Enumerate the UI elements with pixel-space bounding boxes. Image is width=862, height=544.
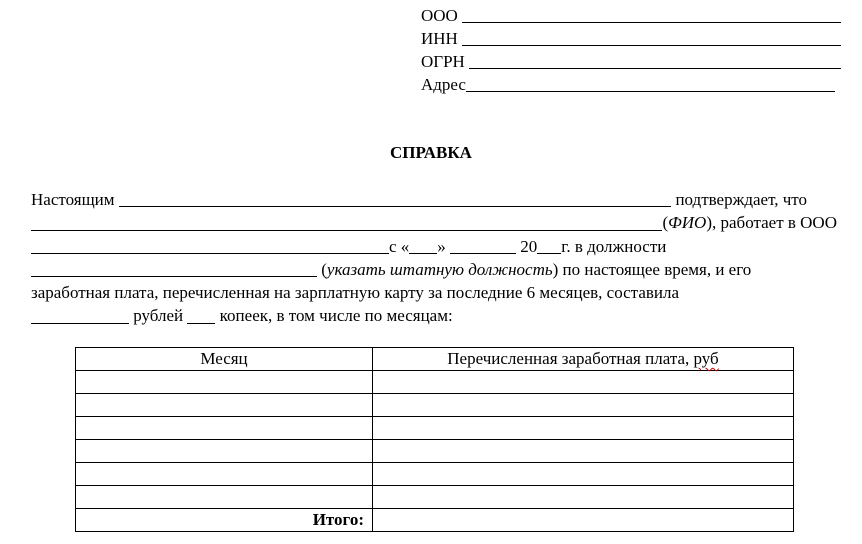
year-prefix: 20 — [520, 236, 538, 256]
organization-header — [421, 4, 841, 96]
table-row — [76, 486, 794, 509]
salary-column-header — [373, 348, 794, 371]
position-label: указать штатную должность — [326, 259, 553, 279]
month-cell[interactable] — [76, 486, 373, 509]
inn-blank[interactable] — [462, 27, 841, 46]
address-line — [421, 73, 841, 96]
fio-open-paren: ( — [662, 213, 669, 233]
until-now-text: ) по настоящее время, и его — [552, 259, 752, 279]
inn-line — [421, 27, 841, 50]
position-open-paren: ( — [321, 259, 327, 279]
quote-close: » — [437, 236, 446, 256]
total-label: Итого: — [76, 509, 373, 532]
rubles-text: рублей — [133, 306, 184, 326]
salary-unit-text: руб — [693, 349, 719, 368]
salary-cell[interactable] — [373, 486, 794, 509]
salary-cell[interactable] — [373, 463, 794, 486]
total-row — [76, 509, 794, 532]
body-line-5 — [31, 281, 837, 304]
rubles-blank[interactable] — [31, 306, 129, 324]
month-cell[interactable] — [76, 417, 373, 440]
ogrn-blank[interactable] — [469, 50, 841, 69]
inn-label: ИНН — [421, 29, 458, 48]
employer-blank[interactable] — [31, 236, 389, 254]
day-blank[interactable] — [409, 236, 437, 254]
table-row — [76, 394, 794, 417]
table-row — [76, 440, 794, 463]
address-label: Адрес — [421, 75, 466, 94]
confirms-text: подтверждает, что — [675, 190, 807, 209]
table-row — [76, 417, 794, 440]
position-intro-text: г. в должности — [561, 236, 667, 256]
month-blank[interactable] — [450, 236, 516, 254]
salary-column-header-text: Перечисленная заработная плата, — [447, 349, 694, 368]
table-row — [76, 463, 794, 486]
ogrn-label: ОГРН — [421, 52, 465, 71]
org-blank[interactable] — [462, 4, 841, 23]
document-title: СПРАВКА — [390, 143, 472, 162]
company-name-blank[interactable] — [119, 189, 671, 207]
salary-table — [75, 347, 794, 532]
salary-cell[interactable] — [373, 417, 794, 440]
kopecks-blank[interactable] — [187, 306, 215, 324]
salary-text: заработная плата, перечисленная на зарплатную карту за последние 6 месяцев, составила — [31, 283, 680, 303]
table-row — [76, 371, 794, 394]
month-cell[interactable] — [76, 371, 373, 394]
body-line-4 — [31, 258, 837, 281]
year-blank[interactable] — [537, 236, 561, 254]
certificate-body — [31, 188, 837, 328]
body-line-2 — [31, 211, 837, 234]
fio-label: ФИО — [668, 213, 707, 233]
month-column-header: Месяц — [76, 348, 373, 371]
salary-cell[interactable] — [373, 440, 794, 463]
from-text: с « — [389, 236, 410, 256]
salary-cell[interactable] — [373, 371, 794, 394]
month-cell[interactable] — [76, 440, 373, 463]
works-at-text: ), работает в ООО — [706, 213, 837, 233]
month-cell[interactable] — [76, 463, 373, 486]
intro-text: Настоящим — [31, 190, 115, 209]
fio-blank[interactable] — [31, 213, 662, 231]
position-blank[interactable] — [31, 259, 317, 277]
ogrn-line — [421, 50, 841, 73]
table-header-row — [76, 348, 794, 371]
org-line — [421, 4, 841, 27]
body-line-1 — [31, 188, 837, 211]
month-cell[interactable] — [76, 394, 373, 417]
salary-cell[interactable] — [373, 394, 794, 417]
kopecks-text: копеек, в том числе по месяцам: — [219, 306, 453, 326]
org-label: ООО — [421, 6, 458, 25]
total-cell[interactable] — [373, 509, 794, 532]
address-blank[interactable] — [466, 73, 835, 92]
body-line-6 — [31, 304, 837, 327]
body-line-3 — [31, 235, 837, 258]
